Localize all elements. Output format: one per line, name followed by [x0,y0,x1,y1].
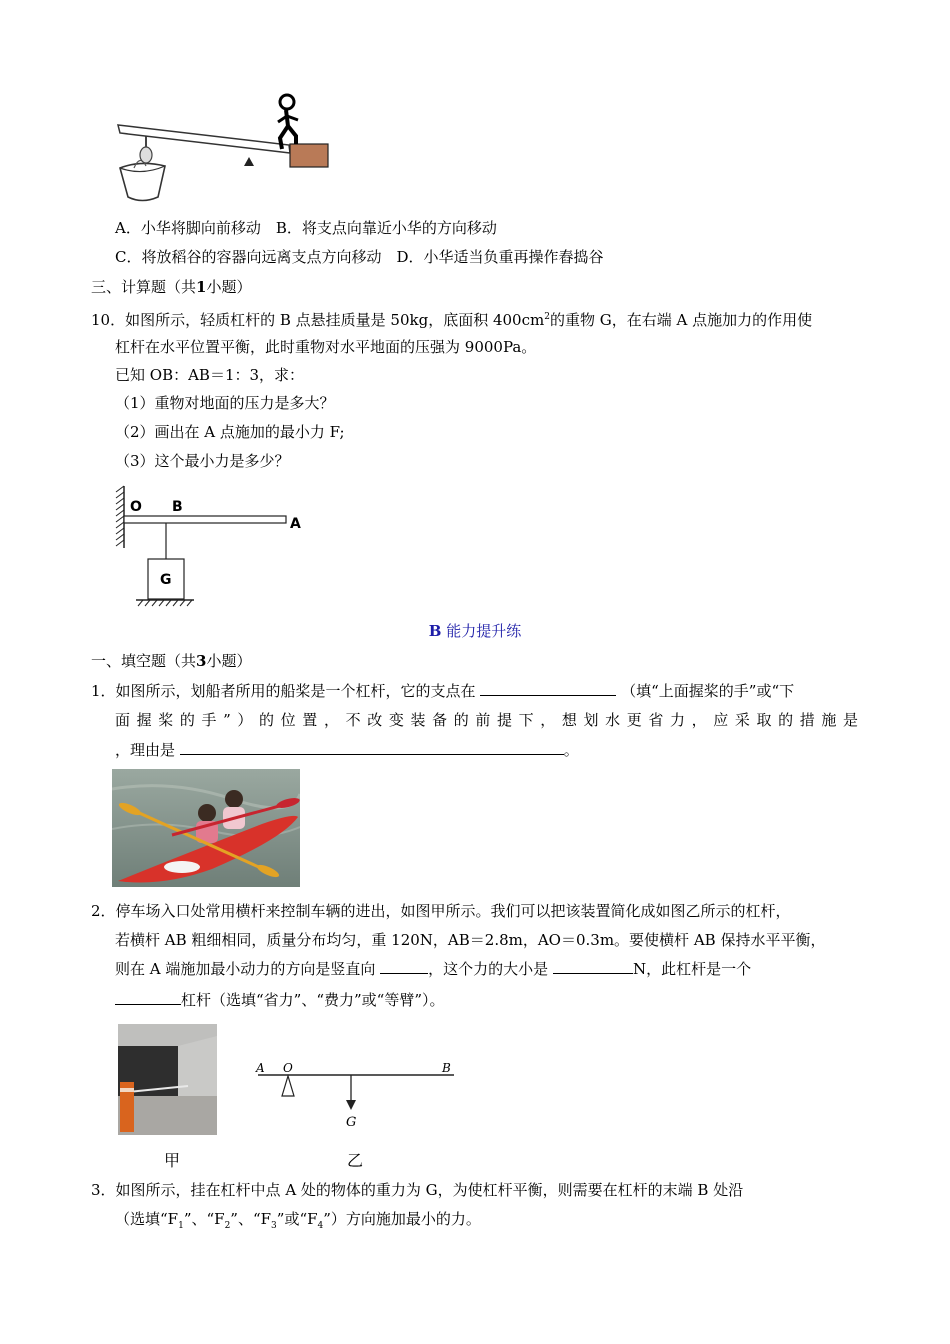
section-b-text: 能力提升练 [446,622,522,640]
q9-lever-figure [110,92,340,207]
fq2-lever-diagram [250,1058,460,1138]
section1-count: 3 [196,652,207,670]
section-b-title [0,621,950,641]
fq1-line-3a: ，理由是 [115,741,176,759]
fq1-blank-reason[interactable] [180,740,564,755]
fq2-blank-direction[interactable] [380,959,428,974]
fq3-line-1: 3．如图所示，挂在杠杆中点 A 处的物体的重力为 G，为使杠杆平衡，则需要在杠杆的末端 B 处沿 [91,1181,744,1199]
fq1-line-1a: 1．如图所示，划船者所用的船桨是一个杠杆，它的支点在 [91,682,476,700]
section-b-letter: B [428,622,442,640]
fq1-line-3 [115,740,579,760]
q10-label-o: O [130,499,142,515]
q10-lever-figure [110,484,310,610]
fq2-line-4 [115,990,445,1010]
q10-label-g: G [160,572,172,588]
fq1-line-2: 面握桨的手”）的位置，不改变装备的前提下，想划水更省力，应采取的措施是 [115,711,858,729]
section1-title-suffix: 小题） [206,652,252,670]
q10-sub-3: （3）这个最小力是多少？ [115,452,290,470]
q10-line-1b: 的重物 G，在右端 A 点施加力的作用使 [549,311,813,329]
q10-line-2: 杠杆在水平位置平衡，此时重物对水平地面的压强为 9000Pa。 [115,338,537,356]
q10-sub-1: （1）重物对地面的压力是多大？ [115,394,335,412]
caption-jia: 甲 [164,1151,181,1170]
q10-sub-2: （2）画出在 A 点施加的最小力 F; [115,423,345,441]
fq3-line-2b: ”、“F [183,1210,225,1228]
fq3-line-2e: ”）方向施加最小的力。 [323,1210,481,1228]
fq2-label-b: B [442,1061,451,1075]
fq2-blank-force[interactable] [553,959,633,974]
section3-title-prefix: 三、计算题（共 [91,278,197,296]
q10-line-1 [91,307,812,330]
section3-title-suffix: 小题） [206,278,252,296]
fq1-line-1 [91,681,794,701]
q9-option-line-2: C．将放稻谷的容器向远离支点方向移动 D．小华适当负重再操作舂捣谷 [115,248,604,266]
fq2-line-3c: N，此杠杆是一个 [632,960,752,978]
fq2-blank-type[interactable] [115,990,181,1005]
fq2-line-3a: 则在 A 端施加最小动力的方向是竖直向 [115,960,376,978]
parking-gate-photo [118,1024,217,1135]
q10-line-3: 已知 OB：AB＝1：3，求： [115,366,305,384]
fq2-label-g: G [346,1115,357,1130]
fq3-line-2 [115,1209,481,1236]
q10-label-b: B [172,499,183,515]
fq3-sub-3: 3 [271,1221,277,1231]
fq2-line-1: 2．停车场入口处常用横杆来控制车辆的进出，如图甲所示。我们可以把该装置简化成如图乙所示的杠杆， [91,902,791,920]
fq2-line-3 [115,959,751,979]
fq3-line-2d: ”或“F [276,1210,318,1228]
fq3-sub-2: 2 [224,1221,231,1231]
fq2-label-o: O [283,1061,293,1075]
section3-title [91,277,251,297]
kayak-photo [112,769,300,887]
q9-option-line-1: A．小华将脚向前移动 B．将支点向靠近小华的方向移动 [115,219,497,237]
fq1-line-1b: （填“上面握桨的手”或“下 [621,682,795,700]
fq2-label-a: A [256,1061,265,1075]
fq3-sub-4: 4 [317,1221,324,1231]
q10-line-1-sup: 2 [544,312,550,322]
fq1-blank-fulcrum[interactable] [480,681,616,696]
fq3-line-2a: （选填“F [115,1210,179,1228]
section3-count: 1 [196,278,207,296]
q10-line-1a: 10．如图所示，轻质杠杆的 B 点悬挂质量是 50kg，底面积 400cm [91,311,545,329]
fq2-line-4-text: 杠杆（选填“省力”、“费力”或“等臂”）。 [181,991,445,1009]
fq3-sub-1: 1 [178,1221,184,1231]
section1-title-prefix: 一、填空题（共 [91,652,197,670]
caption-yi: 乙 [347,1151,364,1170]
fq1-line-3b: 。 [563,741,579,759]
fq3-line-2c: ”、“F [230,1210,272,1228]
section1-title [91,651,251,671]
fq2-line-2: 若横杆 AB 粗细相同，质量分布均匀，重 120N，AB＝2.8m，AO＝0.3m。要使横杆 AB 保持水平平衡， [115,931,826,949]
q10-label-a: A [290,516,301,532]
fq2-line-3b: ，这个力的大小是 [428,960,549,978]
